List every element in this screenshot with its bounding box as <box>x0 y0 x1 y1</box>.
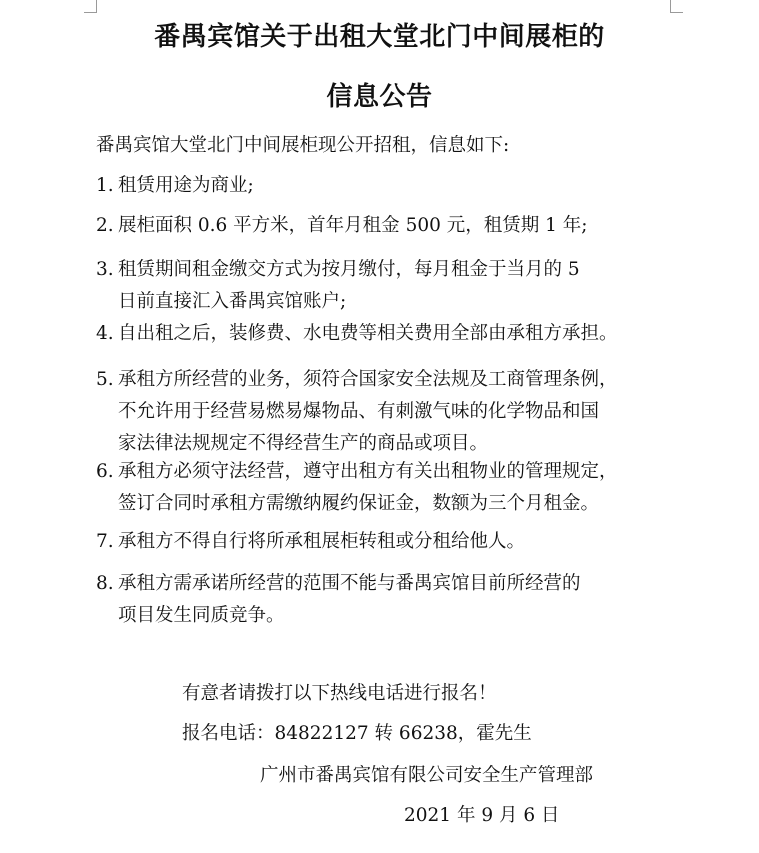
issue-date: 2021 年 9 月 6 日 <box>404 805 560 826</box>
item-line: 展柜面积 0.6 平方米，首年月租金 500 元，租赁期 1 年; <box>118 215 588 236</box>
list-item-1 <box>96 170 254 202</box>
item-line: 承租方不得自行将所承租展柜转租或分租给他人。 <box>118 531 526 552</box>
item-number: 6. <box>96 461 114 482</box>
list-item-2 <box>96 210 588 242</box>
list-item-4 <box>96 318 618 350</box>
notice-title-line-2: 信息公告 <box>326 82 433 112</box>
list-item-7 <box>96 526 525 558</box>
list-item-6 <box>96 456 618 520</box>
item-line: 日前直接汇入番禺宾馆账户; <box>118 291 347 312</box>
item-number: 1. <box>96 175 114 196</box>
item-line: 租赁用途为商业; <box>118 175 254 196</box>
item-number: 8. <box>96 573 114 594</box>
list-item-5 <box>96 364 618 460</box>
notice-title-line-1: 番禺宾馆关于出租大堂北门中间展柜的 <box>154 22 605 52</box>
item-line: 项目发生同质竞争。 <box>118 605 285 626</box>
intro-paragraph: 番禺宾馆大堂北门中间展柜现公开招租，信息如下: <box>96 135 510 156</box>
page-corner-mark-right <box>670 0 683 13</box>
list-item-3 <box>96 254 580 318</box>
contact-invite: 有意者请拨打以下热线电话进行报名！ <box>182 683 497 704</box>
item-line: 承租方需承诺所经营的范围不能与番禺宾馆目前所经营的 <box>118 573 581 594</box>
item-number: 3. <box>96 259 114 280</box>
page-corner-mark-left <box>84 0 97 13</box>
item-line: 不允许用于经营易燃易爆物品、有刺激气味的化学物品和国 <box>118 401 600 422</box>
item-number: 2. <box>96 215 114 236</box>
item-number: 7. <box>96 531 114 552</box>
issuing-organization: 广州市番禺宾馆有限公司安全生产管理部 <box>260 765 594 786</box>
item-number: 5. <box>96 369 114 390</box>
contact-phone: 报名电话：84822127 转 66238，霍先生 <box>182 723 532 744</box>
item-line: 家法律法规规定不得经营生产的商品或项目。 <box>118 433 489 454</box>
item-line: 签订合同时承租方需缴纳履约保证金，数额为三个月租金。 <box>118 493 600 514</box>
item-line: 承租方所经营的业务，须符合国家安全法规及工商管理条例， <box>118 369 618 390</box>
item-line: 承租方必须守法经营，遵守出租方有关出租物业的管理规定， <box>118 461 618 482</box>
item-line: 自出租之后，装修费、水电费等相关费用全部由承租方承担。 <box>118 323 618 344</box>
item-number: 4. <box>96 323 114 344</box>
item-line: 租赁期间租金缴交方式为按月缴付，每月租金于当月的 5 <box>118 259 580 280</box>
list-item-8 <box>96 568 581 632</box>
